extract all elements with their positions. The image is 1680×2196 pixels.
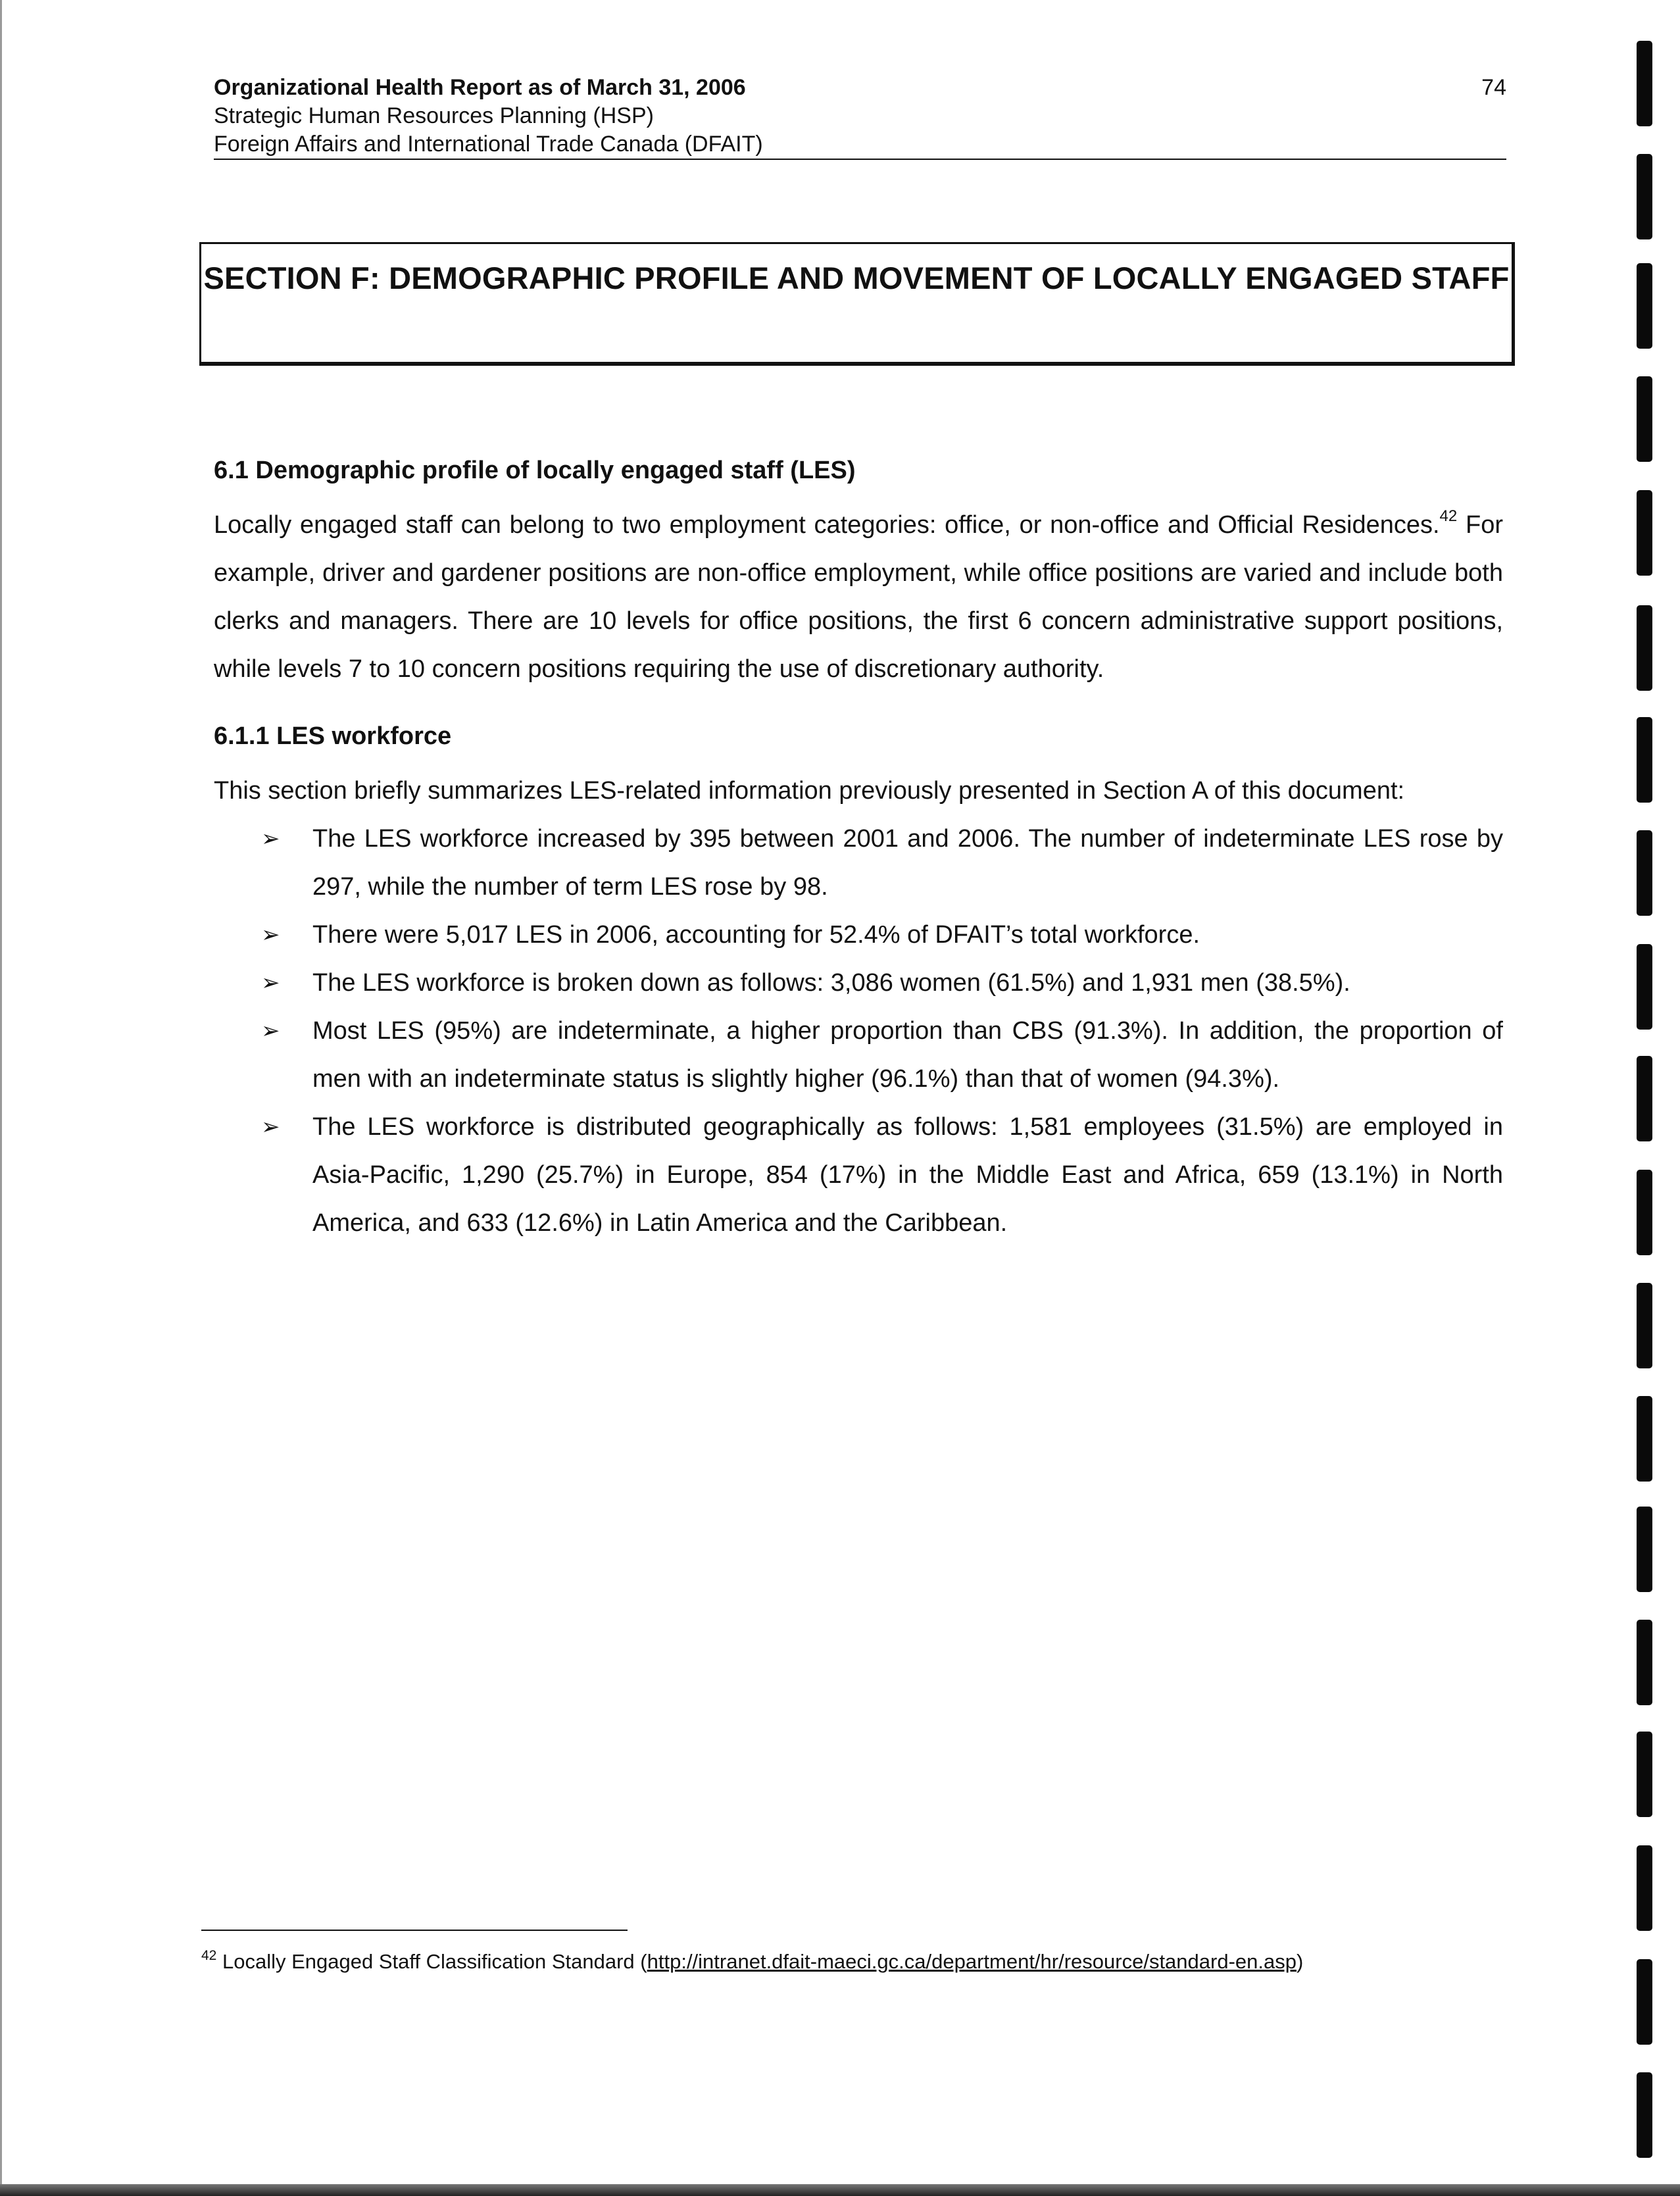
heading-6-1: 6.1 Demographic profile of locally engaged staff (LES) (214, 457, 856, 484)
binding-mark (1637, 1056, 1652, 1141)
binding-mark (1637, 1396, 1652, 1482)
bullet-list (214, 815, 1503, 1247)
arrow-bullet-icon: ➢ (261, 1114, 280, 1139)
binding-mark (1637, 605, 1652, 691)
binding-mark (1637, 490, 1652, 576)
paragraph-les-categories (214, 501, 1503, 693)
footnote-separator (201, 1930, 628, 1931)
binding-mark (1637, 154, 1652, 239)
binding-mark (1637, 717, 1652, 803)
binding-mark (1637, 830, 1652, 916)
scan-bottom-edge (0, 2184, 1680, 2196)
department-name: Foreign Affairs and International Trade Canada (DFAIT) (214, 130, 1506, 160)
paragraph-part-2: For example, driver and gardener positions are non-office employment, while office positions are varied and include both clerks and managers. There are 10 levels for office positions, the first 6 concern administrative support positions, while levels 7 to 10 concern positions requiring the use of discretionary authority. (214, 511, 1503, 683)
binding-mark (1637, 1845, 1652, 1931)
paragraph-part-1: Locally engaged staff can belong to two employment categories: office, or non-office and Official Residences. (214, 511, 1440, 539)
footnote-number: 42 (201, 1948, 217, 1963)
list-item-text: The LES workforce increased by 395 between 2001 and 2006. The number of indeterminate LES rose by 297, while the number of term LES rose by 98. (312, 825, 1503, 901)
list-item (214, 959, 1503, 1007)
arrow-bullet-icon: ➢ (261, 1018, 280, 1043)
binding-mark (1637, 1732, 1652, 1817)
section-title-box (199, 242, 1515, 366)
binding-marks (1625, 0, 1664, 2196)
main-content (214, 454, 1503, 1247)
footnote (201, 1949, 1510, 1975)
report-subtitle: Strategic Human Resources Planning (HSP) (214, 103, 654, 128)
paragraph-intro: This section briefly summarizes LES-related information previously presented in Section A of this document: (214, 777, 1405, 805)
page-number: 74 (1481, 75, 1506, 100)
binding-mark (1637, 376, 1652, 462)
binding-mark (1637, 1507, 1652, 1592)
list-item-text: The LES workforce is distributed geographically as follows: 1,581 employees (31.5%) are employed in Asia-Pacific, 1,290 (25.7%) in Europe, 854 (17%) in the Middle East and Africa, 659 (13.1%) in North America, and 633 (12.6%) in Latin America and the Caribbean. (312, 1113, 1503, 1237)
footnote-close-paren: ) (1296, 1950, 1304, 1973)
list-item (214, 1103, 1503, 1247)
list-item-text: Most LES (95%) are indeterminate, a higher proportion than CBS (91.3%). In addition, the proportion of men with an indeterminate status is slightly higher (96.1%) than that of women (94.3%). (312, 1017, 1503, 1093)
binding-mark (1637, 2072, 1652, 2158)
binding-mark (1637, 41, 1652, 126)
binding-mark (1637, 1620, 1652, 1705)
list-item-text: There were 5,017 LES in 2006, accounting for 52.4% of DFAIT’s total workforce. (312, 921, 1200, 949)
footnote-reference[interactable]: 42 (1439, 507, 1458, 525)
binding-mark (1637, 1170, 1652, 1255)
footnote-text: Locally Engaged Staff Classification Standard ( (216, 1950, 647, 1973)
list-item (214, 1007, 1503, 1103)
arrow-bullet-icon: ➢ (261, 922, 280, 947)
binding-mark (1637, 1283, 1652, 1368)
arrow-bullet-icon: ➢ (261, 970, 280, 995)
report-title: Organizational Health Report as of March 31, 2006 (214, 75, 746, 100)
footnote-link[interactable]: http://intranet.dfait-maeci.gc.ca/department/hr/resource/standard-en.asp (647, 1950, 1297, 1973)
binding-mark (1637, 263, 1652, 349)
heading-6-1-1: 6.1.1 LES workforce (214, 722, 452, 750)
list-item (214, 815, 1503, 911)
running-header (214, 74, 1506, 160)
binding-mark (1637, 1959, 1652, 2045)
arrow-bullet-icon: ➢ (261, 826, 280, 851)
binding-mark (1637, 944, 1652, 1030)
scan-left-edge (0, 0, 2, 2196)
list-item-text: The LES workforce is broken down as follows: 3,086 women (61.5%) and 1,931 men (38.5%). (312, 969, 1350, 997)
list-item (214, 911, 1503, 959)
section-title: SECTION F: DEMOGRAPHIC PROFILE AND MOVEMENT OF LOCALLY ENGAGED STAFF (203, 261, 1510, 295)
